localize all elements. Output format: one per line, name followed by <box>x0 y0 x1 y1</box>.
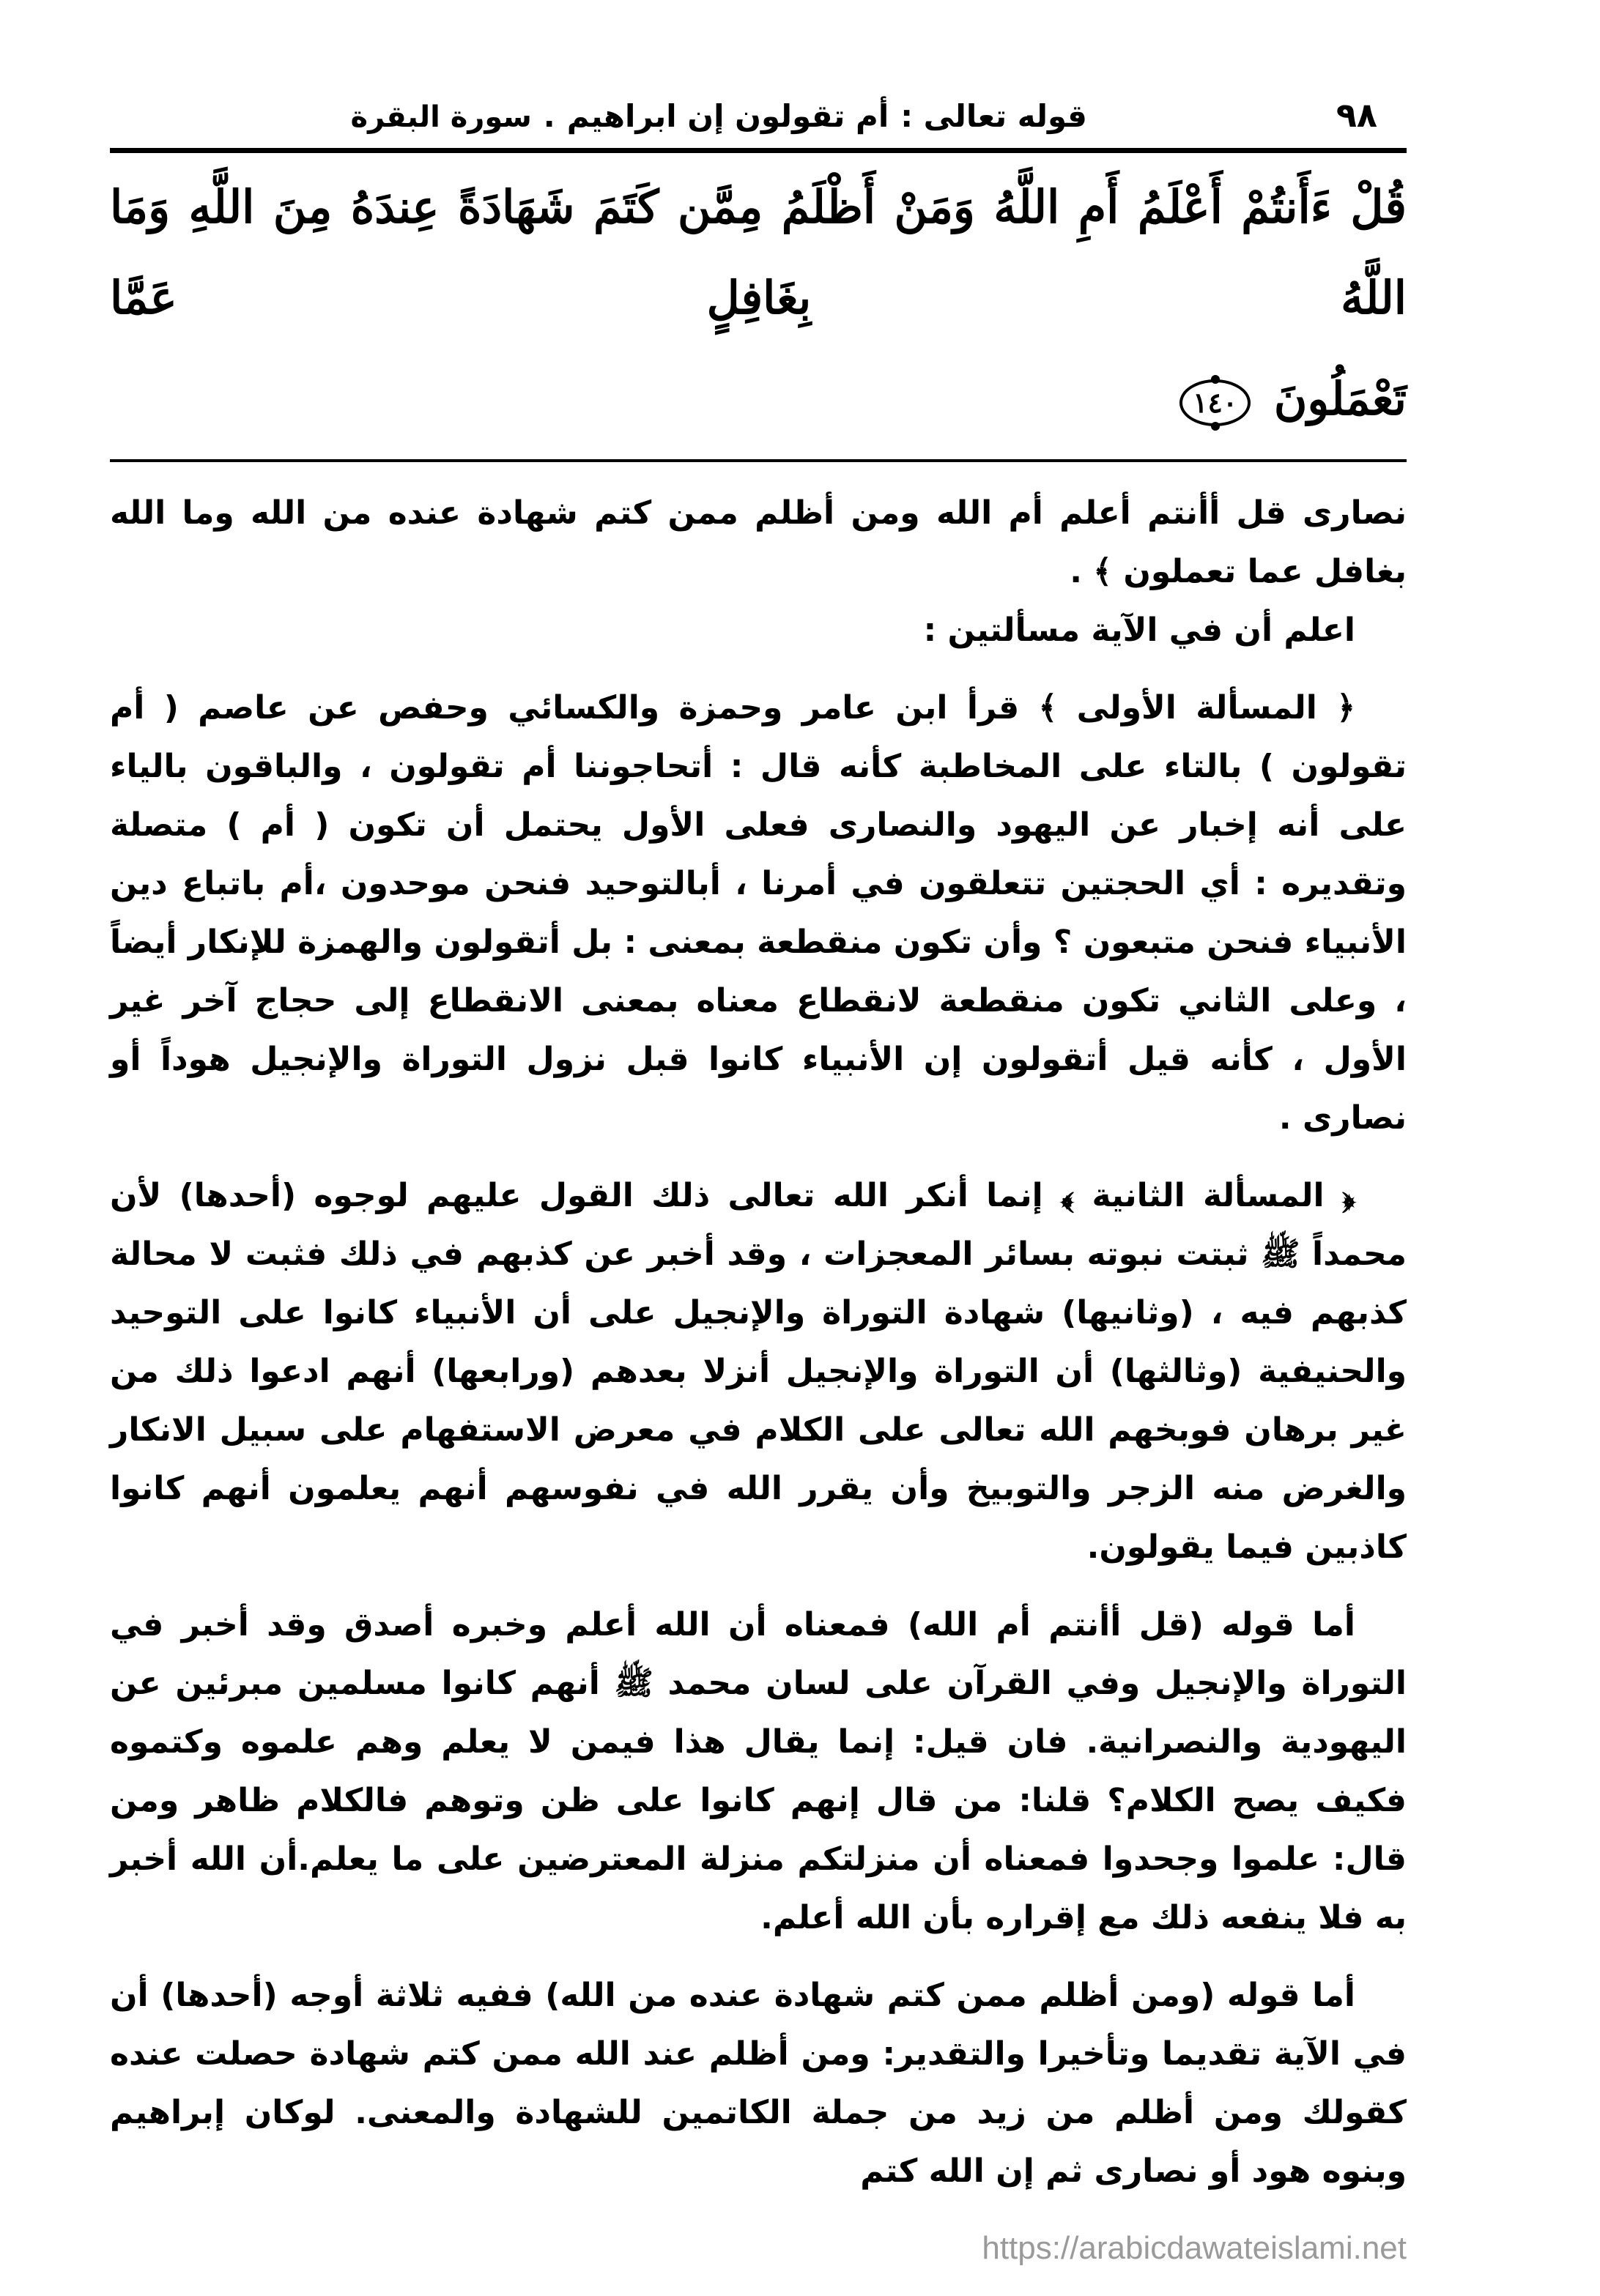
commentary-body <box>110 484 1407 2201</box>
watermark-row <box>110 2230 1407 2267</box>
verse-line-2-text: تَعْمَلُونَ <box>1273 372 1407 426</box>
paragraph-4 <box>110 1167 1407 1577</box>
running-title <box>350 98 1086 134</box>
issue-2-heading: ﴿ المسألة الثانية ﴾ <box>1061 1177 1355 1214</box>
ayah-number-marker <box>1179 379 1251 426</box>
verse-line-2 <box>110 354 1407 445</box>
paragraph-5: أما قوله (قل أأنتم أم الله) فمعناه أن الله أعلم وخبره أصدق وقد أخبر في التوراة والإنجيل وفي القرآن على لسان محمد ﷺ أنهم كانوا مسلمين مبرئين عن اليهودية والنصرانية. فان قيل: إنما يقال هذا فيمن لا يعلم وهم علموه وكتموه فكيف يصح الكلام؟ قلنا: من قال إنهم كانوا على ظن وتوهم فالكلام ظاهر ومن قال: علموا وجحدوا فمعناه أن منزلتكم منزلة المعترضين على ما يعلم.أن الله أخبر به فلا ينفعه ذلك مع إقراره بأن الله أعلم. <box>110 1606 1407 1936</box>
title-part-1: قوله تعالى : <box>900 98 1087 134</box>
quran-verse <box>110 162 1407 445</box>
paragraph-2: اعلم أن في الآية مسألتين : <box>923 612 1355 649</box>
running-header <box>110 95 1407 135</box>
paragraph-6: أما قوله (ومن أظلم ممن كتم شهادة عنده من الله) ففيه ثلاثة أوجه (أحدها) أن في الآية تقديما وتأخيرا والتقدير: ومن أظلم عند الله ممن كتم شهادة حصلت عنده كقولك ومن أظلم من زيد من جملة الكاتمين للشهادة والمعنى. لوكان إبراهيم وبنوه هود أو نصارى ثم إن الله كتم <box>110 1977 1407 2190</box>
title-part-2: أم تقولون إن ابراهيم <box>566 98 889 134</box>
paragraph-3 <box>110 679 1407 1148</box>
title-separator: . <box>543 98 555 134</box>
ayah-number: ١٤٠ <box>1193 386 1238 419</box>
paragraph-1: نصارى قل أأنتم أعلم أم الله ومن أظلم ممن كتم شهادة عنده من الله وما الله بغافل عما تعملون ﴾ . <box>110 494 1407 590</box>
verse-divider-rule <box>110 459 1407 462</box>
page-number: ٩٨ <box>1336 95 1377 135</box>
issue-1-heading: ﴿ المسألة الأولى ﴾ <box>1038 689 1355 727</box>
surah-name: سورة البقرة <box>350 100 532 134</box>
verse-line-1: قُلْ ءَأَنتُمْ أَعْلَمُ أَمِ اللَّهُ وَمَنْ أَظْلَمُ مِمَّن كَتَمَ شَهَادَةً عِندَهُ مِنَ اللَّهِ وَمَا اللَّهُ بِغَافِلٍ عَمَّا <box>110 180 1407 324</box>
issue-1-text: قرأ ابن عامر وحمزة والكسائي وحفص عن عاصم ( أم تقولون ) بالتاء على المخاطبة كأنه قال : أتحاجوننا أم تقولون ، والباقون بالياء على أنه إخبار عن اليهود والنصارى فعلى الأول يحتمل أن تكون ( أم ) متصلة وتقديره : أي الحجتين تتعلقون في أمرنا ، أبالتوحيد فنحن موحدون ،أم باتباع دين الأنبياء فنحن متبعون ؟ وأن تكون منقطعة بمعنى : بل أتقولون والهمزة للإنكار أيضاً ، وعلى الثاني تكون منقطعة لانقطاع معناه بمعنى الانقطاع إلى حجاج آخر غير الأول ، كأنه قيل أتقولون إن الأنبياء كانوا قبل نزول التوراة والإنجيل هوداً أو نصارى . <box>110 689 1407 1137</box>
watermark-url: https://arabicdawateislami.net <box>982 2230 1407 2266</box>
issue-2-text: إنما أنكر الله تعالى ذلك القول عليهم لوجوه (أحدها) لأن محمداً ﷺ ثبتت نبوته بسائر المعجزات ، وقد أخبر عن كذبهم في ذلك فثبت لا محالة كذبهم فيه ، (وثانيها) شهادة التوراة والإنجيل على أن الأنبياء كانوا على التوحيد والحنيفية (وثالثها) أن التوراة والإنجيل أنزلا بعدهم (ورابعها) أنهم ادعوا ذلك من غير برهان فوبخهم الله تعالى على الكلام في معرض الاستفهام على سبيل الانكار والغرض منه الزجر والتوبيخ وأن يقرر الله في نفوسهم أنهم يعلمون أنهم كانوا كاذبين فيما يقولون. <box>110 1177 1407 1566</box>
header-rule <box>110 148 1407 153</box>
